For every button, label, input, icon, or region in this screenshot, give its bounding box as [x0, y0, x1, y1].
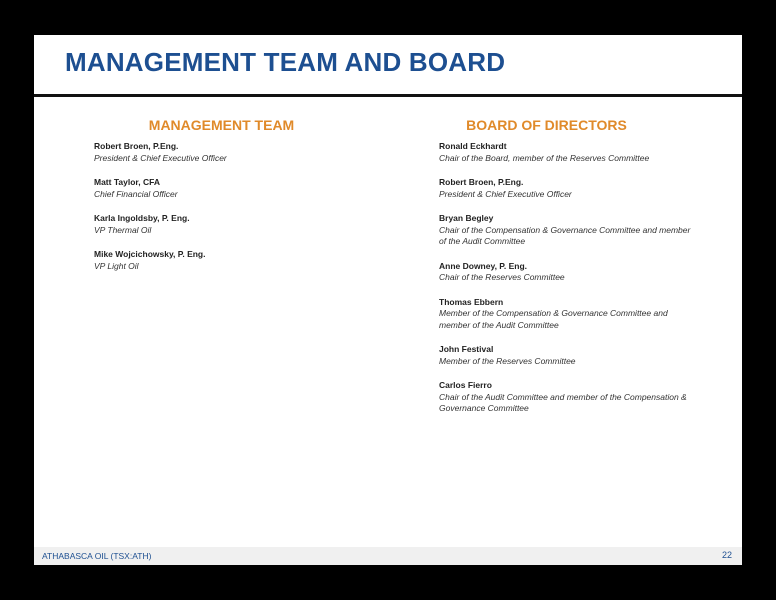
member-name: Thomas Ebbern	[439, 296, 504, 307]
list-item	[439, 213, 699, 248]
member-name: Mike Wojcichowsky, P. Eng.	[94, 249, 206, 259]
member-name: John Festival	[439, 344, 494, 354]
member-role: VP Light Oil	[94, 260, 139, 271]
list-item	[439, 380, 699, 415]
member-name: Carlos Fierro	[439, 380, 492, 390]
member-name: Anne Downey, P. Eng.	[439, 260, 528, 271]
list-item	[94, 141, 394, 164]
list-item	[439, 141, 699, 164]
list-item	[94, 177, 394, 200]
member-role: Member of the Reserves Committee	[439, 355, 576, 366]
footer-bar	[34, 547, 742, 565]
management-team-list	[94, 141, 394, 285]
member-role: Member of the Compensation & Governance Committee and member of the Audit Committee	[439, 308, 668, 330]
member-role: Chair of the Reserves Committee	[439, 272, 565, 282]
member-role: VP Thermal Oil	[94, 224, 152, 235]
member-name: Bryan Begley	[439, 213, 494, 223]
member-role: President & Chief Executive Officer	[439, 188, 572, 199]
footer-company: ATHABASCA OIL (TSX:ATH)	[42, 551, 152, 561]
member-role: Chair of the Board, member of the Reserves Committee	[439, 152, 650, 163]
list-item	[439, 261, 699, 284]
member-name: Karla Ingoldsby, P. Eng.	[94, 213, 190, 223]
list-item	[439, 344, 699, 367]
title-divider	[34, 94, 742, 97]
member-role: President & Chief Executive Officer	[94, 152, 227, 163]
member-role: Chief Financial Officer	[94, 188, 178, 199]
member-name: Matt Taylor, CFA	[94, 177, 160, 187]
slide	[34, 35, 742, 565]
member-role: Chair of the Compensation & Governance Committee and member of the Audit Committee	[439, 224, 691, 246]
management-team-heading: MANAGEMENT TEAM	[148, 117, 295, 133]
board-of-directors-list	[439, 141, 699, 428]
board-of-directors-heading: BOARD OF DIRECTORS	[466, 117, 627, 133]
list-item	[439, 297, 699, 332]
page-title: MANAGEMENT TEAM AND BOARD	[65, 47, 506, 77]
list-item	[94, 249, 394, 272]
list-item	[439, 177, 699, 200]
member-name: Ronald Eckhardt	[439, 141, 507, 151]
page-number: 22	[721, 550, 732, 560]
member-name: Robert Broen, P.Eng.	[439, 177, 524, 187]
member-name: Robert Broen, P.Eng.	[94, 141, 179, 151]
list-item	[94, 213, 394, 236]
member-role: Chair of the Audit Committee and member of the Compensation & Governance Committee	[439, 391, 687, 413]
